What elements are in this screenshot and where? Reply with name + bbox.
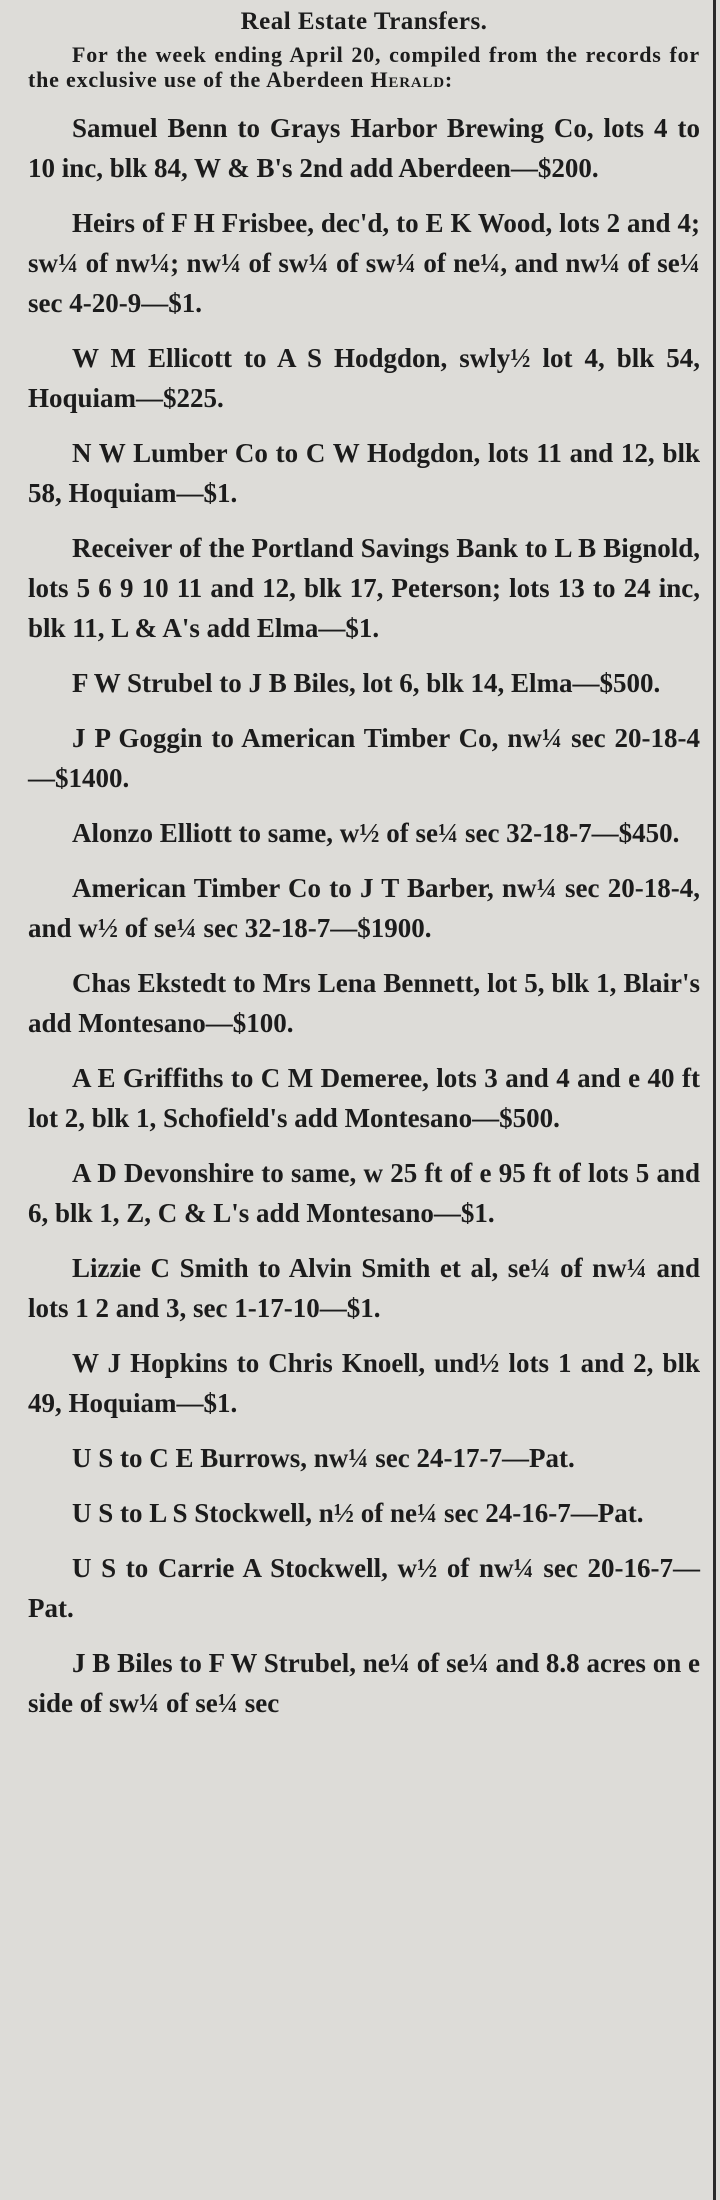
transfer-entry: U S to C E Burrows, nw¼ sec 24-17-7—Pat. [72,1443,575,1473]
transfer-entry: American Timber Co to J T Barber, nw¼ sec 20-18-4, and w½ of se¼ sec 32-18-7—$1900. [28,873,700,943]
transfer-entry: J B Biles to F W Strubel, ne¼ of se¼ and 8.8 acres on e side of sw¼ of se¼ sec [28,1648,700,1718]
transfer-entry: Heirs of F H Frisbee, dec'd, to E K Wood, lots 2 and 4; sw¼ of nw¼; nw¼ of sw¼ of sw¼ of ne¼, and nw¼ of se¼ sec 4-20-9—$1. [28,208,700,318]
transfer-entry: N W Lumber Co to C W Hodgdon, lots 11 and 12, blk 58, Hoquiam—$1. [28,438,700,508]
article-title: Real Estate Transfers. [240,8,488,35]
transfer-entry: U S to Carrie A Stockwell, w½ of nw¼ sec 20-16-7—Pat. [28,1553,700,1623]
transfer-entry: W M Ellicott to A S Hodgdon, swly½ lot 4, blk 54, Hoquiam—$225. [28,343,700,413]
transfer-entry: Alonzo Elliott to same, w½ of se¼ sec 32-18-7—$450. [72,818,680,848]
transfer-entry: F W Strubel to J B Biles, lot 6, blk 14, Elma—$500. [72,668,661,698]
transfer-entry: W J Hopkins to Chris Knoell, und½ lots 1 and 2, blk 49, Hoquiam—$1. [28,1348,700,1418]
transfer-list [28,108,700,1723]
transfer-entry: U S to L S Stockwell, n½ of ne¼ sec 24-16-7—Pat. [72,1498,644,1528]
intro-text: For the week ending April 20, compiled from the records for the exclusive use of the Aberdeen [28,42,700,92]
newspaper-name: Herald: [370,67,454,92]
transfer-entry: J P Goggin to American Timber Co, nw¼ sec 20-18-4—$1400. [28,723,700,793]
transfer-entry: Samuel Benn to Grays Harbor Brewing Co, lots 4 to 10 inc, blk 84, W & B's 2nd add Aberdeen—$200. [28,113,700,183]
transfer-entry: A E Griffiths to C M Demeree, lots 3 and 4 and e 40 ft lot 2, blk 1, Schofield's add Montesano—$500. [28,1063,700,1133]
transfer-entry: Lizzie C Smith to Alvin Smith et al, se¼ of nw¼ and lots 1 2 and 3, sec 1-17-10—$1. [28,1253,700,1323]
article-column [28,8,700,1738]
transfer-entry: Chas Ekstedt to Mrs Lena Bennett, lot 5, blk 1, Blair's add Montesano—$100. [28,968,700,1038]
transfer-entry: Receiver of the Portland Savings Bank to L B Bignold, lots 5 6 9 10 11 and 12, blk 17, Peterson; lots 13 to 24 inc, blk 11, L & A's add Elma—$1. [28,533,700,643]
column-rule [713,0,716,2200]
article-intro [28,42,700,92]
transfer-entry: A D Devonshire to same, w 25 ft of e 95 ft of lots 5 and 6, blk 1, Z, C & L's add Montesano—$1. [28,1158,700,1228]
